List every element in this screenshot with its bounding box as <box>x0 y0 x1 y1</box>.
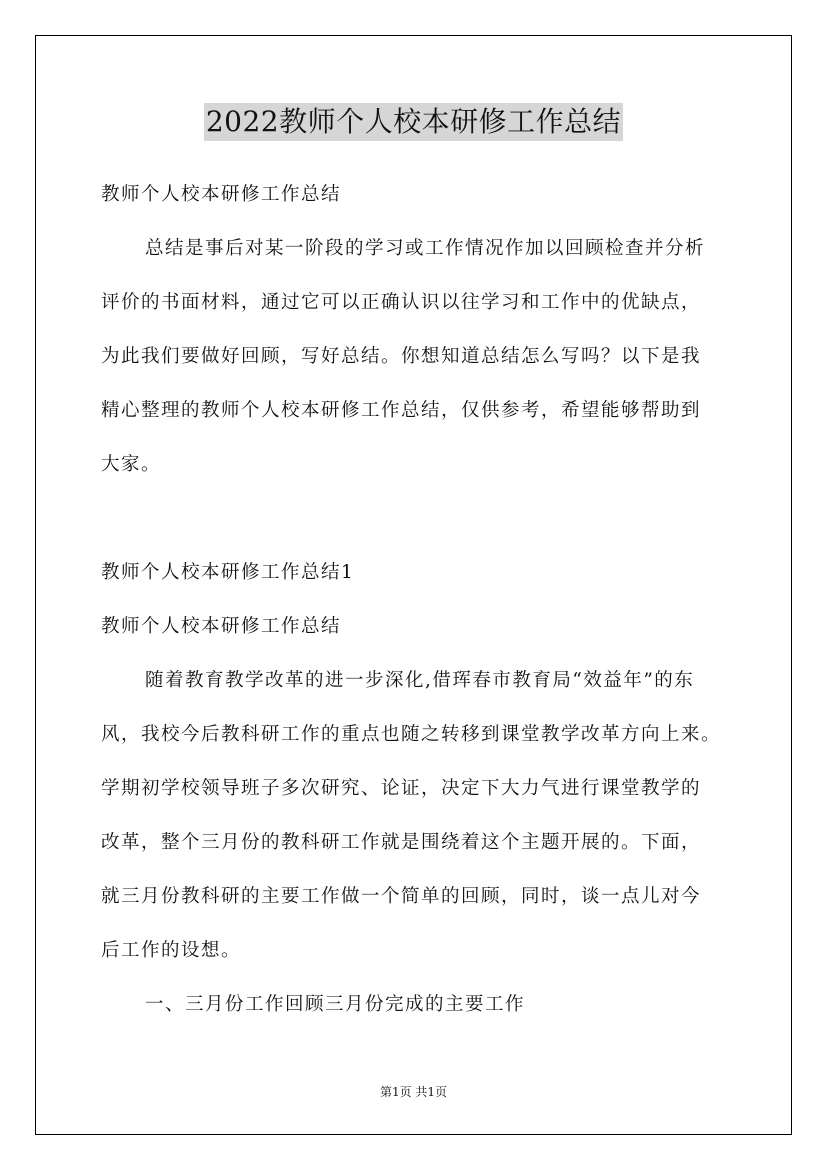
document-title: 2022教师个人校本研修工作总结 <box>204 103 623 141</box>
paragraph-line: 就三月份教科研的主要工作做一个简单的回顾，同时，谈一点儿对今 <box>101 886 702 907</box>
paragraph-line: 风，我校今后教科研工作的重点也随之转移到课堂教学改革方向上来。 <box>101 724 722 745</box>
paragraph-line: 精心整理的教师个人校本研修工作总结，仅供参考，希望能够帮助到 <box>101 400 702 421</box>
paragraph-line: 为此我们要做好回顾，写好总结。你想知道总结怎么写吗？以下是我 <box>101 346 702 367</box>
paragraph-line: 改革，整个三月份的教科研工作就是围绕着这个主题开展的。下面， <box>101 832 702 853</box>
section-heading: 教师个人校本研修工作总结1 <box>101 562 355 583</box>
paragraph-line: 后工作的设想。 <box>101 940 242 961</box>
section-heading: 教师个人校本研修工作总结 <box>101 184 342 205</box>
paragraph-line: 总结是事后对某一阶段的学习或工作情况作加以回顾检查并分析 <box>145 238 706 259</box>
page-footer: 第1页 共1页 <box>379 1085 448 1099</box>
title-wrap <box>0 103 827 141</box>
paragraph-line: 大家。 <box>101 454 162 475</box>
subsection-heading: 一、三月份工作回顾三月份完成的主要工作 <box>145 994 526 1015</box>
paragraph-line: 学期初学校领导班子多次研究、论证，决定下大力气进行课堂教学的 <box>101 778 702 799</box>
section-heading: 教师个人校本研修工作总结 <box>101 616 342 637</box>
paragraph-line: 评价的书面材料，通过它可以正确认识以往学习和工作中的优缺点， <box>101 292 702 313</box>
paragraph-line: 随着教育教学改革的进一步深化,借珲春市教育局“效益年”的东 <box>145 670 695 691</box>
